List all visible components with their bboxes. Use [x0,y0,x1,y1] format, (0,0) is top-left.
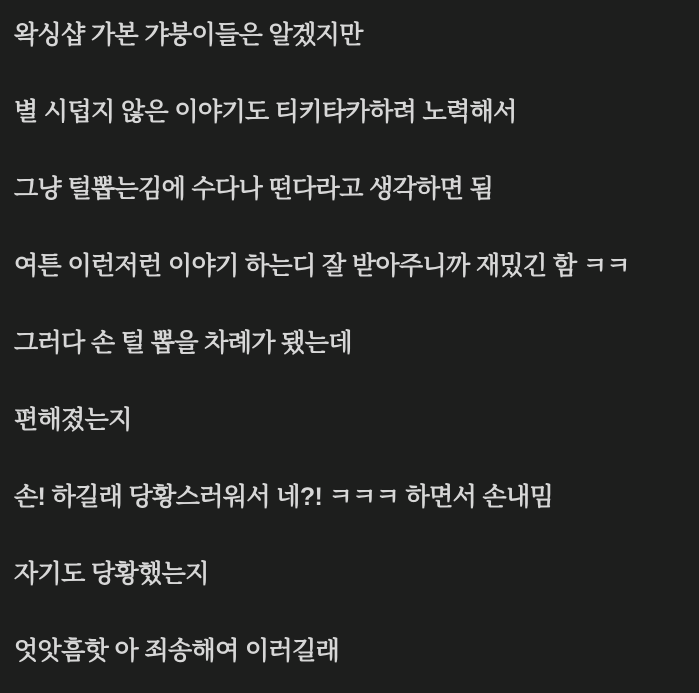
post-line-7: 손! 하길래 당황스러워서 네?! ㅋㅋㅋ 하면서 손내밈 [14,482,554,511]
post-line-3: 그냥 털뽑는김에 수다나 떤다라고 생각하면 됨 [14,174,494,203]
post-line-4: 여튼 이런저런 이야기 하는디 잘 받아주니까 재밌긴 함 ㅋㅋ [14,251,630,280]
post-line-2: 별 시덥지 않은 이야기도 티키타카하려 노력해서 [14,97,517,126]
post-line-1: 왁싱샵 가본 갸붕이들은 알겠지만 [14,20,363,49]
post-line-9: 엇앗흠핫 아 죄송해여 이러길래 [14,636,340,665]
post-line-8: 자기도 당황했는지 [14,559,209,588]
post-line-6: 편해졌는지 [14,405,132,434]
post-line-5: 그러다 손 털 뽑을 차례가 됐는데 [14,328,352,357]
